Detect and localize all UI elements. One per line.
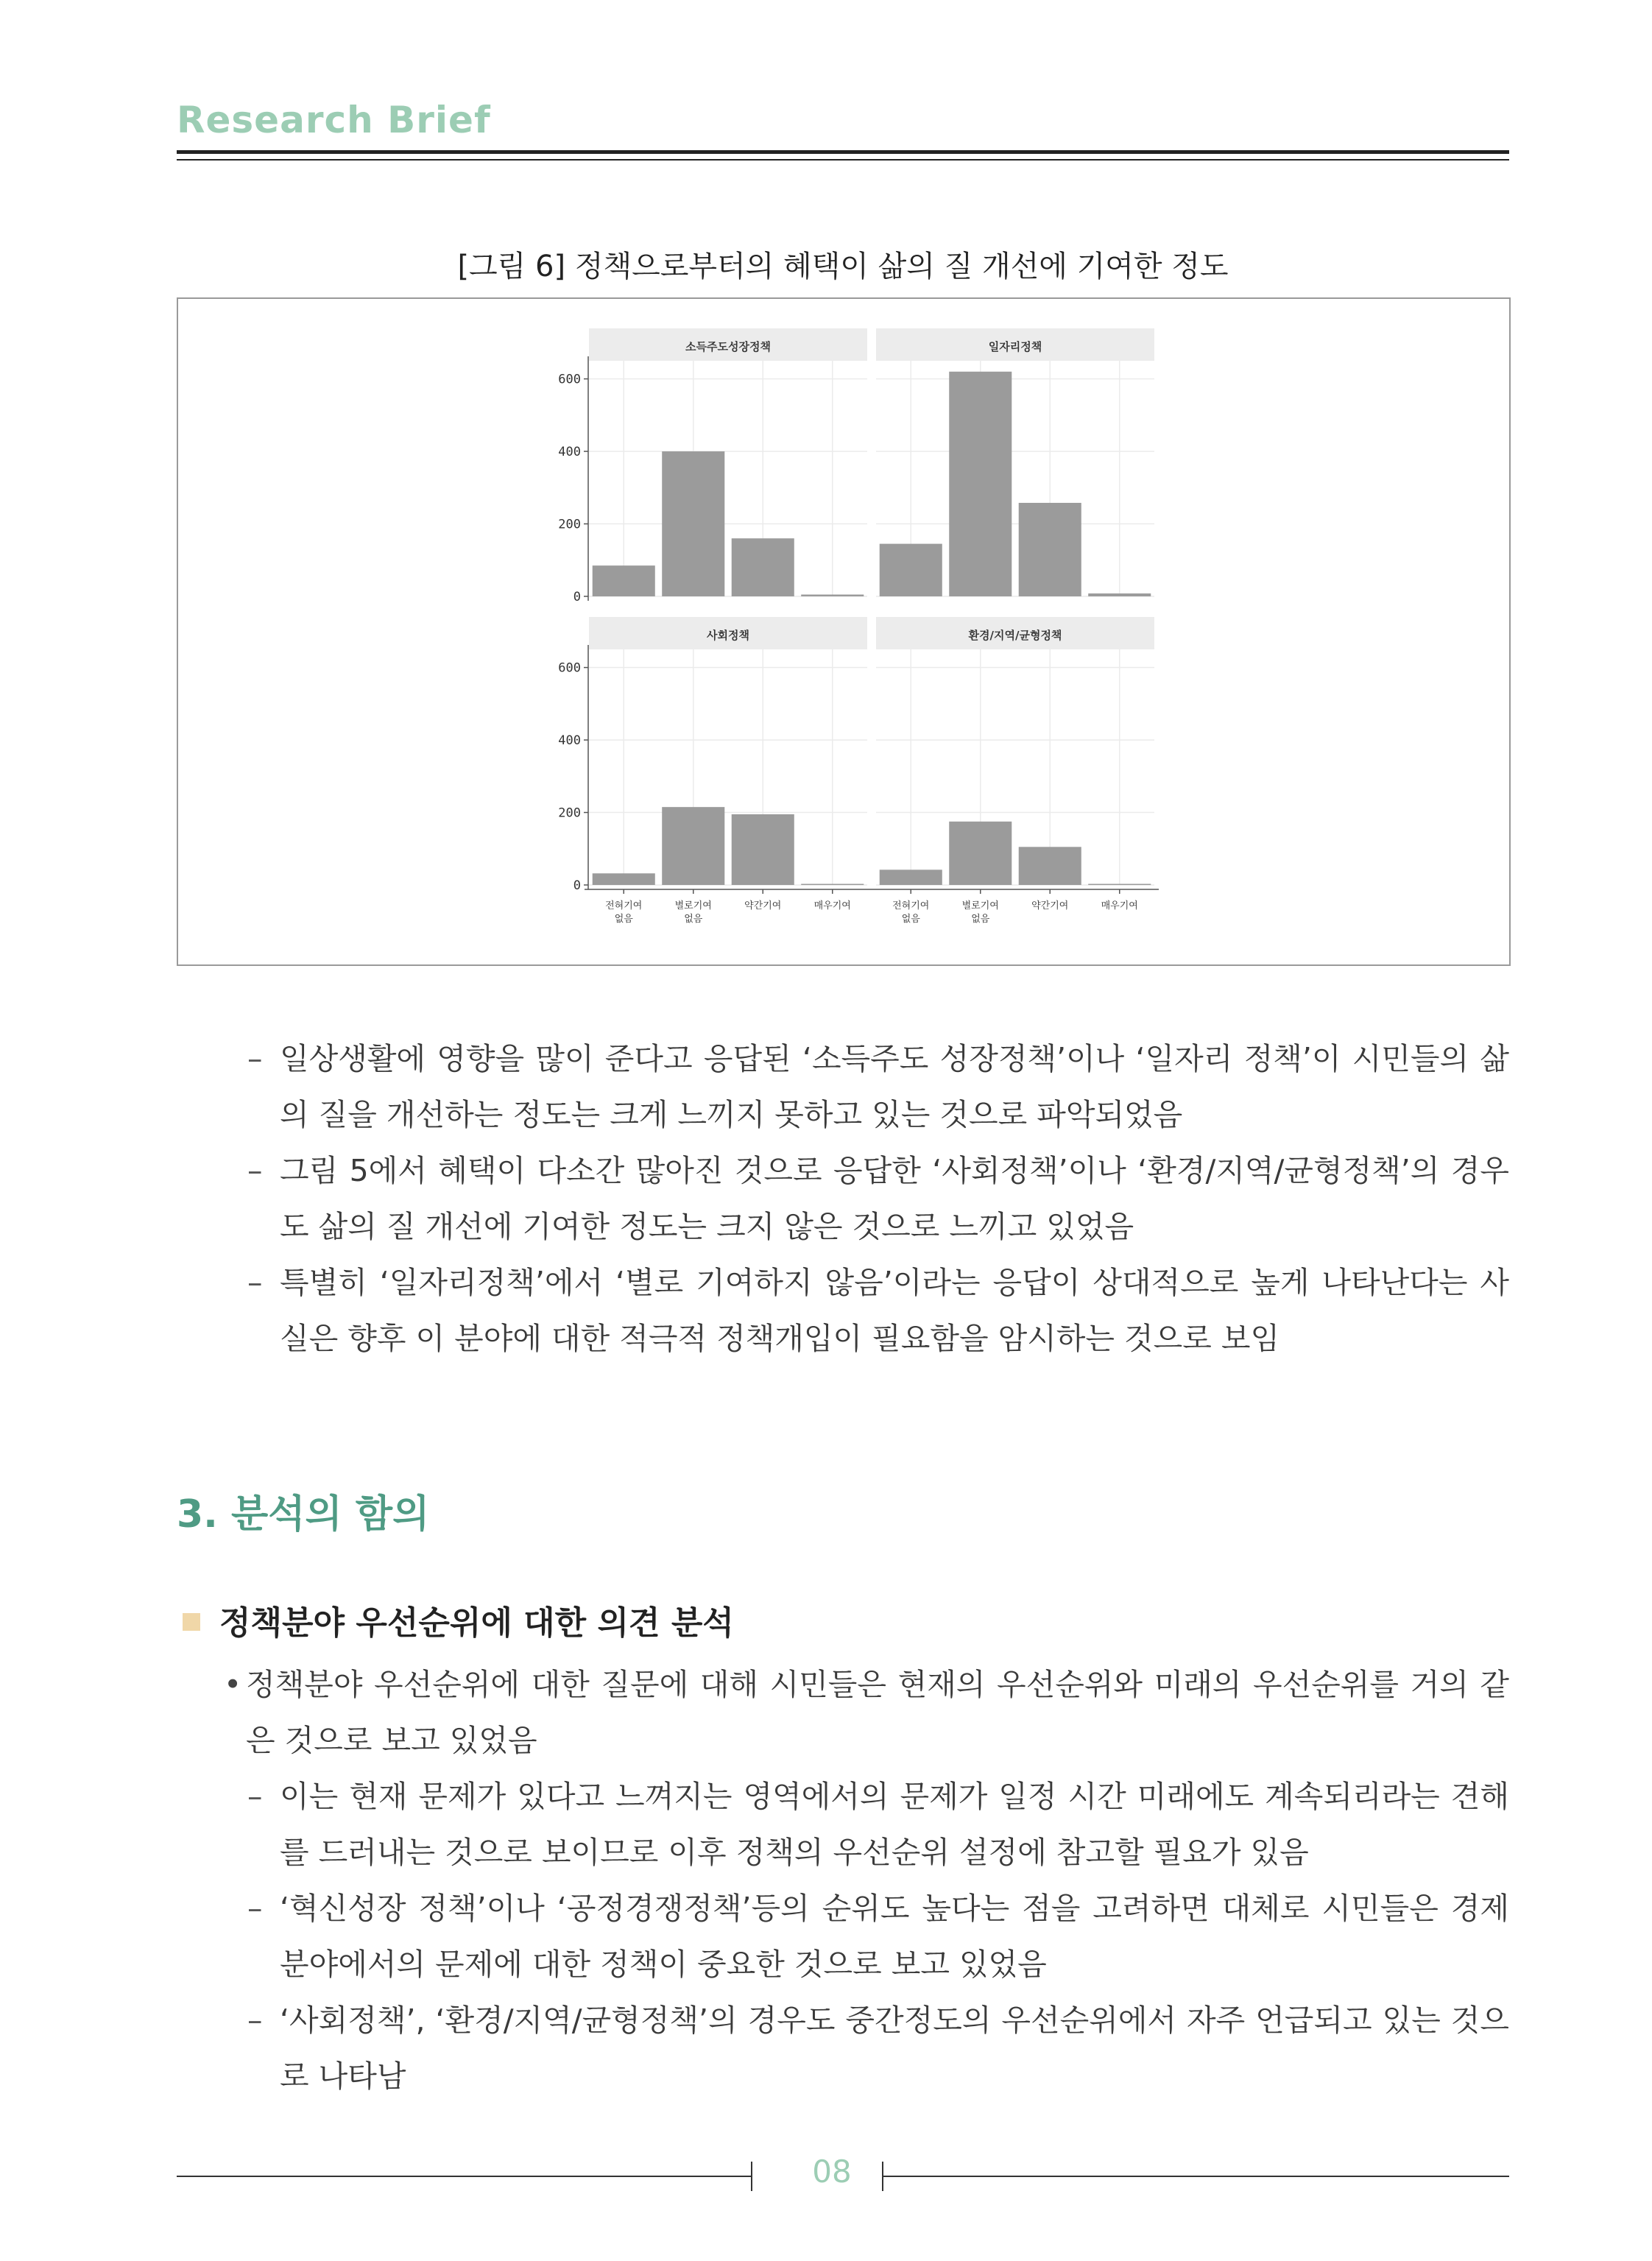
subheading-text: 정책분야 우선순위에 대한 의견 분석	[219, 1604, 734, 1642]
x-tick-label: 매우기여	[813, 900, 851, 911]
page-number: 08	[812, 2154, 852, 2190]
bar	[1088, 593, 1151, 596]
findings-list	[177, 1031, 1509, 1366]
y-tick-label: 600	[558, 372, 581, 387]
y-tick-label: 400	[558, 445, 581, 460]
y-tick-label: 200	[558, 517, 581, 532]
x-tick-label: 매우기여	[1101, 900, 1138, 911]
bar	[949, 822, 1012, 885]
subheading	[183, 1596, 734, 1643]
x-tick-label: 별로기여	[674, 900, 712, 911]
y-tick-label: 400	[558, 733, 581, 749]
section-title: 3. 분석의 함의	[177, 1492, 430, 1537]
footer-tick-left	[751, 2162, 752, 2191]
faceted-bar-chart	[178, 299, 1509, 964]
x-tick-label: 별로기여	[961, 900, 999, 911]
x-tick-label: 없음	[614, 914, 633, 925]
footer-rule-left	[177, 2176, 751, 2177]
bar	[732, 814, 794, 885]
analysis-subpoint: – ‘혁신성장 정책’이나 ‘공정경쟁정책’등의 순위도 높다는 점을 고려하면 대체로 시민들은 경제분야에서의 문제에 대한 정책이 중요한 것으로 보고 있었음	[177, 1880, 1509, 1992]
bar	[801, 595, 864, 596]
square-bullet-icon	[183, 1613, 200, 1631]
analysis-subpoint: – 이는 현재 문제가 있다고 느껴지는 영역에서의 문제가 일정 시간 미래에도 계속되리라는 견해를 드러내는 것으로 보이므로 이후 정책의 우선순위 설정에 참고할 필요가 있음	[177, 1768, 1509, 1880]
bar	[662, 451, 724, 596]
y-tick-label: 0	[573, 590, 581, 604]
bar	[1019, 503, 1081, 596]
y-tick-label: 0	[573, 878, 581, 893]
footer-rule-right	[882, 2176, 1509, 2177]
figure-frame	[177, 297, 1511, 966]
bar	[662, 807, 724, 885]
bar	[801, 884, 864, 886]
bar	[1019, 847, 1081, 885]
x-tick-label: 전혀기여	[605, 900, 643, 911]
facet-title: 일자리정책	[988, 340, 1042, 353]
brand-title: Research Brief	[177, 99, 491, 141]
bar	[949, 372, 1012, 596]
bar	[593, 873, 655, 885]
analysis-list	[177, 1657, 1509, 2104]
facet-title: 환경/지역/균형정책	[968, 629, 1062, 642]
figure-caption: [그림 6] 정책으로부터의 혜택이 삶의 질 개선에 기여한 정도	[457, 250, 1229, 283]
finding-item: – 일상생활에 영향을 많이 준다고 응답된 ‘소득주도 성장정책’이나 ‘일자리 정책’이 시민들의 삶의 질을 개선하는 정도는 크게 느끼지 못하고 있는 것으로 파악되었음	[177, 1031, 1509, 1143]
bar	[880, 544, 942, 596]
x-tick-label: 약간기여	[744, 900, 782, 911]
header-rule	[177, 150, 1509, 154]
y-tick-label: 600	[558, 660, 581, 676]
x-tick-label: 없음	[901, 914, 920, 925]
header-rule-thin	[177, 159, 1509, 161]
finding-item: – 특별히 ‘일자리정책’에서 ‘별로 기여하지 않음’이라는 응답이 상대적으로 높게 나타난다는 사실은 향후 이 분야에 대한 적극적 정책개입이 필요함을 암시하는 것으로 보임	[177, 1255, 1509, 1366]
x-tick-label: 없음	[971, 914, 990, 925]
analysis-subpoint: – ‘사회정책’, ‘환경/지역/균형정책’의 경우도 중간정도의 우선순위에서 자주 언급되고 있는 것으로 나타남	[177, 1992, 1509, 2104]
bar	[732, 538, 794, 596]
y-tick-label: 200	[558, 805, 581, 821]
finding-item: – 그림 5에서 혜택이 다소간 많아진 것으로 응답한 ‘사회정책’이나 ‘환경/지역/균형정책’의 경우도 삶의 질 개선에 기여한 정도는 크지 않은 것으로 느끼고 있었음	[177, 1143, 1509, 1255]
bar	[593, 565, 655, 596]
analysis-point: • 정책분야 우선순위에 대한 질문에 대해 시민들은 현재의 우선순위와 미래의 우선순위를 거의 같은 것으로 보고 있었음	[177, 1657, 1509, 1768]
bar	[1088, 884, 1151, 886]
x-tick-label: 약간기여	[1031, 900, 1069, 911]
facet-title: 사회정책	[707, 629, 749, 642]
bar	[880, 870, 942, 885]
x-tick-label: 전혀기여	[892, 900, 930, 911]
x-tick-label: 없음	[684, 914, 703, 925]
facet-title: 소득주도성장정책	[685, 340, 771, 353]
